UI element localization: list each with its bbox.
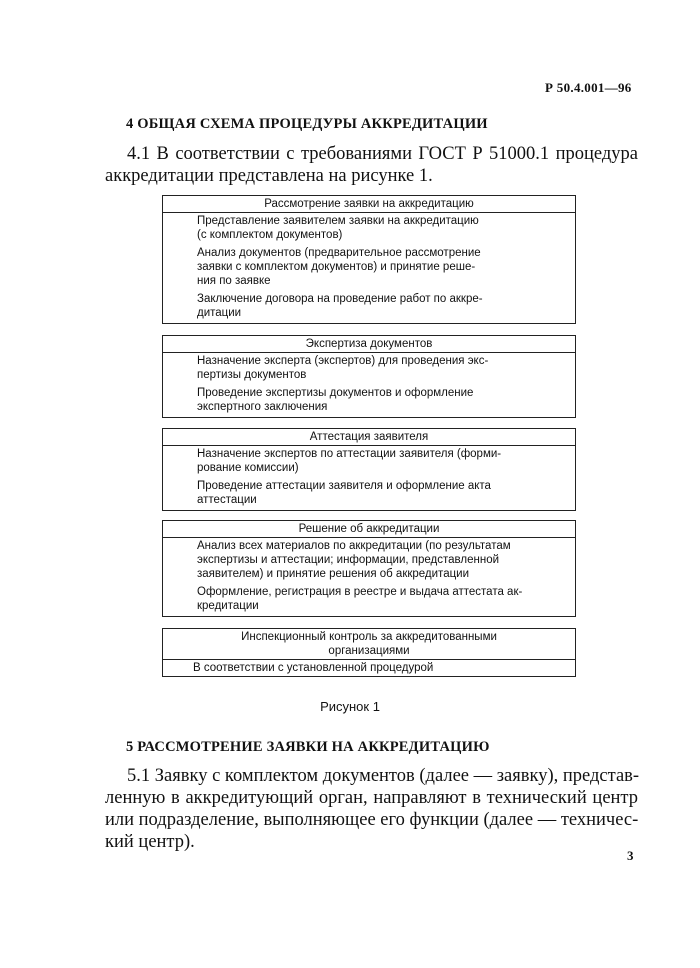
paragraph-line: или подразделение, выполняющее его функции (далее — техничес- (105, 810, 639, 830)
box-item: Проведение экспертизы документов и оформление экспертного заключения (197, 387, 474, 413)
page-number: 3 (627, 848, 634, 863)
box-title: Рассмотрение заявки на аккредитацию (163, 196, 575, 213)
box-title: Решение об аккредитации (163, 521, 575, 538)
box-title: Аттестация заявителя (163, 429, 575, 446)
box-item: В соответствии с установленной процедурой (193, 662, 434, 674)
box-item: Анализ документов (предварительное рассмотрение заявки с комплектом документов) и принятие реше- ния по заявке (197, 247, 481, 287)
diagram-box-document-expertise (162, 335, 576, 418)
paragraph-line: ленную в аккредитующий орган, направляют в технический центр (105, 788, 638, 808)
section-4-heading: 4 ОБЩАЯ СХЕМА ПРОЦЕДУРЫ АККРЕДИТАЦИИ (126, 116, 488, 132)
box-item: Назначение экспертов по аттестации заявителя (форми- рование комиссии) (197, 448, 502, 474)
diagram-box-accreditation-decision (162, 520, 576, 617)
diagram-box-inspection-control (162, 628, 576, 677)
box-item: Представление заявителем заявки на аккредитацию (с комплектом документов) (197, 215, 479, 241)
diagram-box-application-review (162, 195, 576, 324)
diagram-box-applicant-attestation (162, 428, 576, 511)
box-item: Проведение аттестации заявителя и оформление акта аттестации (197, 480, 491, 506)
section-4-paragraph (105, 143, 638, 187)
section-5-paragraph (105, 765, 638, 853)
box-item: Заключение договора на проведение работ по аккре- дитации (197, 293, 483, 319)
section-5-heading: 5 РАССМОТРЕНИЕ ЗАЯВКИ НА АККРЕДИТАЦИЮ (126, 739, 490, 755)
box-title: Экспертиза документов (163, 336, 575, 353)
box-item: Назначение эксперта (экспертов) для проведения экс- пертизы документов (197, 355, 489, 381)
box-title: Инспекционный контроль за аккредитованными организациями (163, 629, 575, 660)
paragraph-line: 5.1 Заявку с комплектом документов (далее — заявку), представ- (127, 766, 640, 786)
paragraph-line: 4.1 В соответствии с требованиями ГОСТ Р 51000.1 процедура (127, 144, 638, 164)
box-item: Оформление, регистрация в реестре и выдача аттестата ак- кредитации (197, 586, 523, 612)
paragraph-line: кий центр). (105, 832, 195, 852)
paragraph-line: аккредитации представлена на рисунке 1. (105, 166, 433, 186)
box-item: Анализ всех материалов по аккредитации (по результатам экспертизы и аттестации; информации, представленной заявителем) и принятие решения об аккредитации (197, 540, 511, 580)
document-code: Р 50.4.001—96 (545, 80, 632, 95)
figure-caption: Рисунок 1 (320, 699, 380, 714)
